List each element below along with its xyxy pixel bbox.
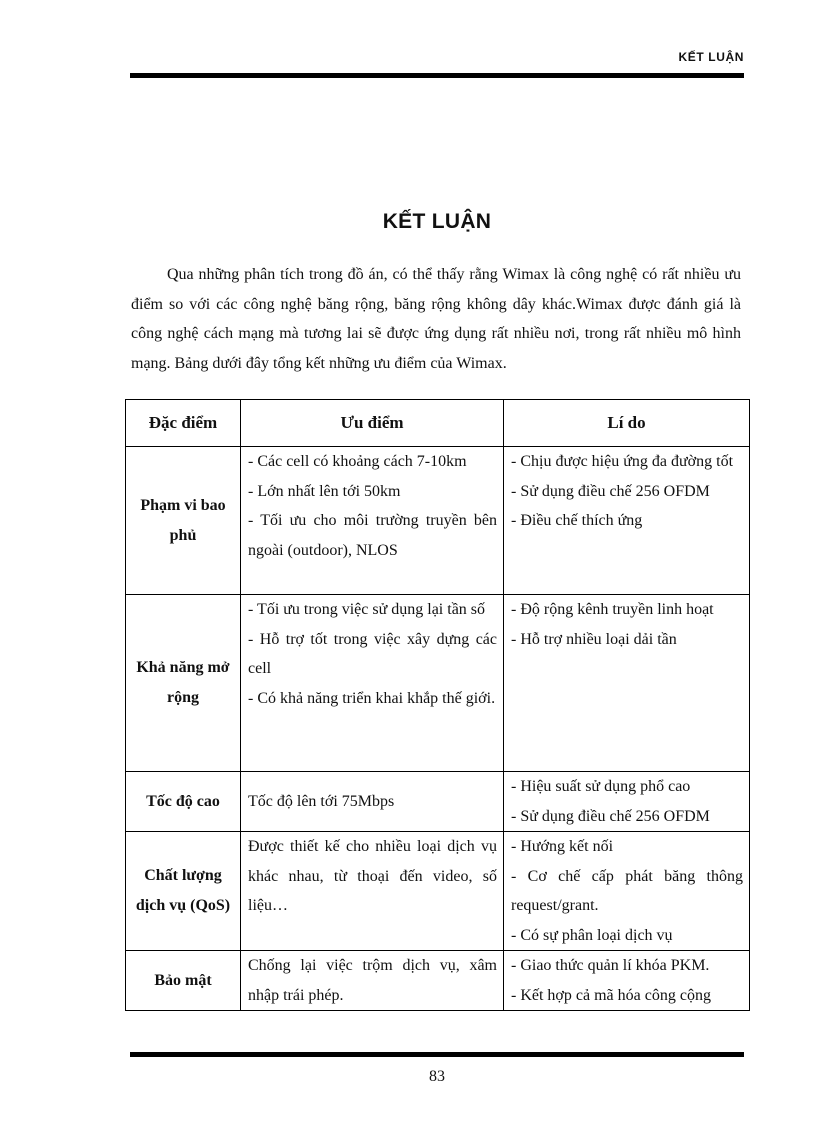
row-feature [126,832,241,951]
row-advantages [241,832,504,951]
row-advantages [241,595,504,772]
reason-item: - Điều chế thích ứng [511,512,643,529]
advantage-item: - Các cell có khoảng cách 7-10km [248,453,467,470]
advantage-item: Được thiết kế cho nhiều loại dịch vụ khác nhau, từ thoại đến video, số liệu… [248,838,497,914]
header-reasons: Lí do [504,400,750,447]
reason-item: - Giao thức quản lí khóa PKM. [511,957,710,974]
reason-item: - Sử dụng điều chế 256 OFDM [511,807,710,825]
advantage-item: - Tối ưu trong việc sử dụng lại tần số [248,601,486,618]
running-header: KẾT LUẬN [678,50,744,64]
table-row [126,595,750,772]
row-feature [126,772,241,832]
reason-item: - Hiệu suất sử dụng phổ cao [511,778,691,795]
advantage-item: Tốc độ lên tới 75Mbps [248,792,395,810]
chapter-title: KẾT LUẬN [382,210,492,233]
advantage-item: Chống lại việc trộm dịch vụ, xâm nhập trái phép. [248,957,497,1004]
table-row [126,772,750,832]
header-rule [130,73,744,78]
row-reasons [504,832,750,951]
header-advantages: Ưu điểm [241,400,504,447]
table-row [126,832,750,951]
row-feature [126,951,241,1011]
row-reasons [504,951,750,1011]
table-row [126,951,750,1011]
row-feature [126,595,241,772]
feature-text: Khả năng mở rộng [136,659,230,706]
advantage-item: - Hỗ trợ tốt trong việc xây dựng các cell [248,630,497,677]
row-reasons [504,595,750,772]
feature-text: Chất lượng dịch vụ (QoS) [135,867,231,914]
reason-item: - Độ rộng kênh truyền linh hoạt [511,601,714,618]
reason-item: - Hỗ trợ nhiều loại dải tần [511,630,677,648]
advantage-item: - Tối ưu cho môi trường truyền bên ngoài (outdoor), NLOS [248,512,497,559]
table-header-row [126,400,750,447]
row-feature [126,447,241,595]
row-reasons [504,447,750,595]
feature-text: Phạm vi bao phủ [140,496,226,544]
row-advantages [241,772,504,832]
reason-item: - Sử dụng điều chế 256 OFDM [511,482,710,500]
row-advantages [241,447,504,595]
advantage-item: - Có khả năng triển khai khắp thế giới. [248,689,496,707]
reason-item: - Kết hợp cả mã hóa công cộng [511,986,711,1004]
advantages-table [125,399,750,1011]
table-row [126,447,750,595]
row-advantages [241,951,504,1011]
page-number: 83 [429,1068,445,1085]
intro-paragraph: Qua những phân tích trong đồ án, có thể thấy rằng Wimax là công nghệ có rất nhiều ưu điểm so với các công nghệ băng rộng, băng rộng không dây khác.Wimax được đánh giá là công nghệ cách mạng mà tương lai sẽ được ứng dụng rất nhiều nơi, trong rất nhiều mô hình mạng. Bảng dưới đây tổng kết những ưu điểm của Wimax. [131,266,741,372]
reason-item: - Có sự phân loại dịch vụ [511,926,673,944]
reason-item: - Chịu được hiệu ứng đa đường tốt [511,453,734,470]
advantage-item: - Lớn nhất lên tới 50km [248,482,401,500]
reason-item: - Hướng kết nối [511,838,614,855]
feature-text: Tốc độ cao [146,792,220,810]
feature-text: Bảo mật [154,971,212,989]
footer-rule [130,1052,744,1057]
header-feature: Đặc điểm [126,400,241,447]
reason-item: - Cơ chế cấp phát băng thông request/grant. [511,867,743,914]
row-reasons [504,772,750,832]
